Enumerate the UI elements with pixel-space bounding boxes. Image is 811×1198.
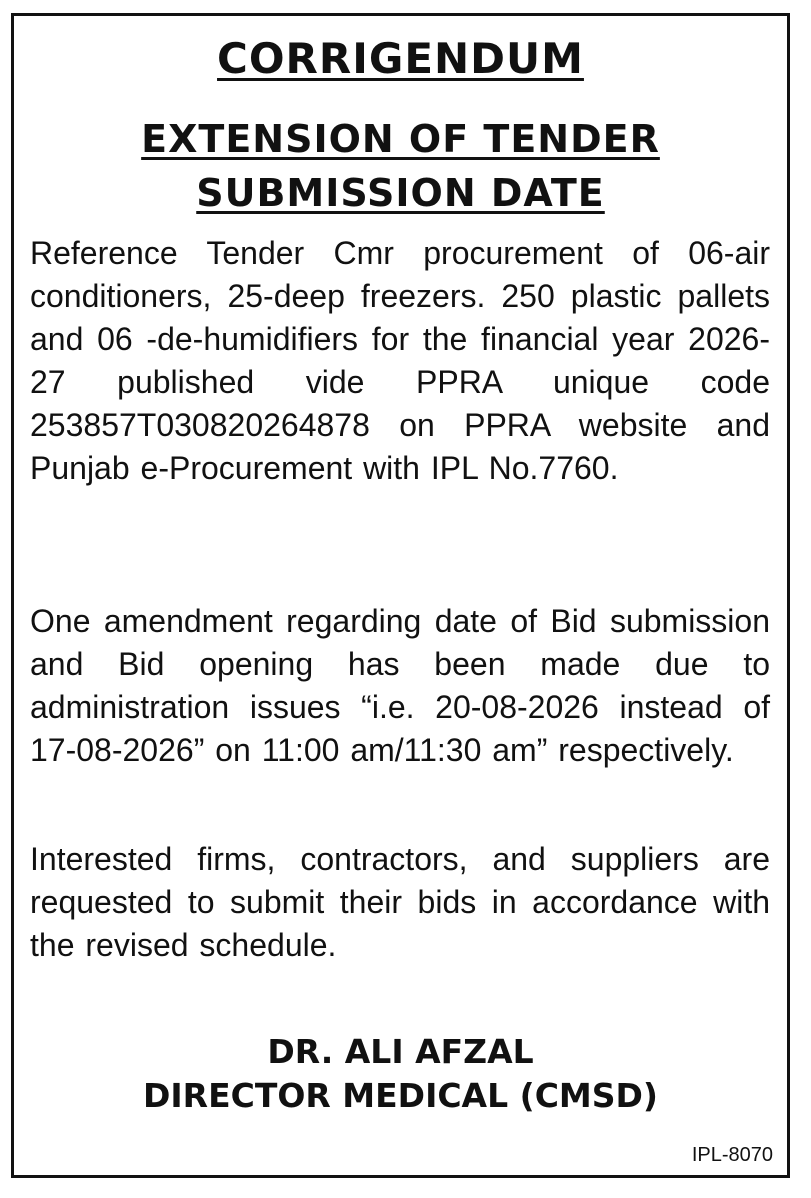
reference-paragraph: Reference Tender Cmr procurement of 06-air conditioners, 25-deep freezers. 250 plastic pallets and 06 -de-humidifiers for the financial year 2026-27 published vide PPRA unique code 253857T030820264878 on PPRA website and Punjab e-Procurement with IPL No.7760. bbox=[30, 235, 770, 486]
notice-subtitle-line2: SUBMISSION DATE bbox=[196, 171, 605, 215]
amendment-paragraph: One amendment regarding date of Bid submission and Bid opening has been made due to administration issues “i.e. 20-08-2026 instead of 17-08-2026” on 11:00 am/11:30 am” respectively. bbox=[30, 603, 770, 768]
notice-subtitle bbox=[14, 112, 787, 220]
notice-title bbox=[14, 34, 787, 84]
notice-frame bbox=[11, 13, 790, 1178]
signatory-name: DR. ALI AFZAL bbox=[267, 1032, 534, 1071]
instruction-paragraph: Interested firms, contractors, and suppliers are requested to submit their bids in accordance with the revised schedule. bbox=[30, 841, 770, 963]
signatory-title: DIRECTOR MEDICAL (CMSD) bbox=[142, 1076, 658, 1115]
notice-subtitle-line1: EXTENSION OF TENDER bbox=[141, 117, 660, 161]
notice-title-text: CORRIGENDUM bbox=[217, 34, 584, 83]
ipl-code: IPL-8070 bbox=[691, 1144, 773, 1166]
